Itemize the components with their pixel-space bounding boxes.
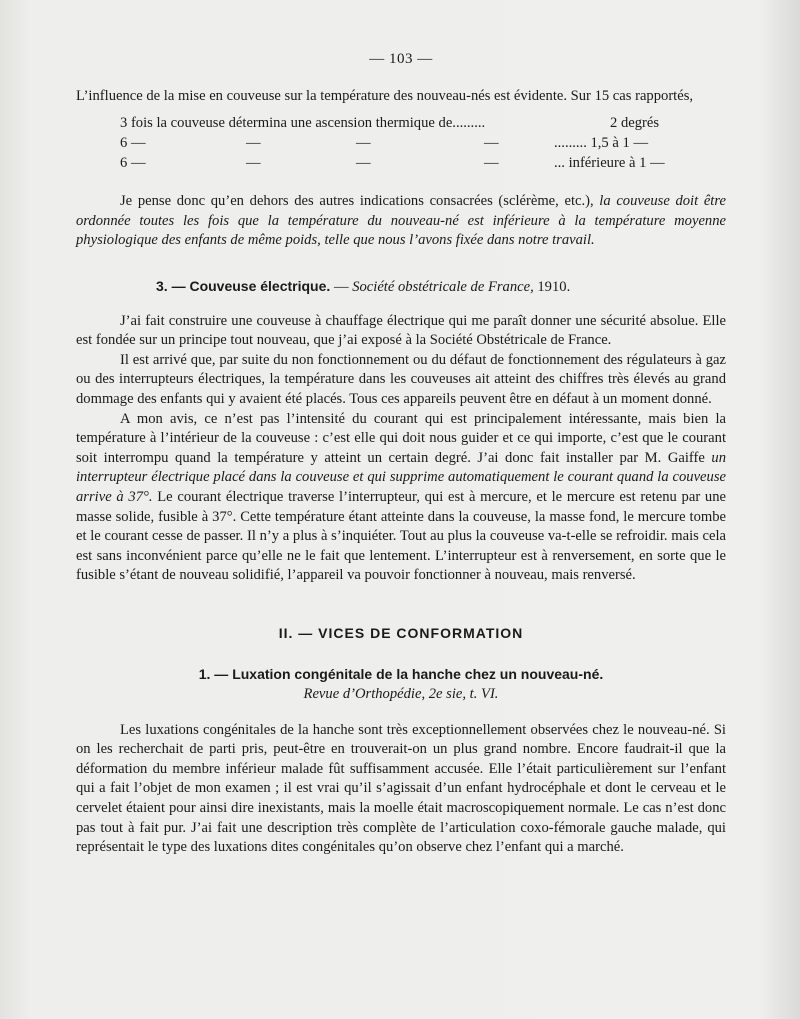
paragraph-2: Il est arrivé que, par suite du non fonctionnement ou du défaut de fonctionnement des régulateurs à gaz ou des interrupteurs électriques, la température dans les couveuses ait atteint des chiffres très élevés au grand dommage des enfants qui y avaient été placés. Tous ces appareils peuvent être en défaut à un moment donné. (76, 351, 726, 407)
section-3-heading (156, 277, 726, 298)
spacer (76, 705, 726, 721)
stat-row-2-count: 6 — (120, 135, 146, 152)
section-1-heading (76, 665, 726, 704)
section-1-title: 1. — Luxation congénitale de la hanche chez un nouveau-né. (198, 666, 604, 683)
section-3-title: 3. — Couveuse électrique. (156, 277, 331, 294)
section-3-year: 1910. (533, 278, 571, 295)
stat-row-2 (120, 134, 726, 154)
stat-row-1-value: 2 degrés (610, 115, 660, 132)
conclusion-emphasis: la couveuse doit être ordonnée toutes les fois que la température du nouveau-né est inférieure à la température moyenne physiologique des enfants de même poids, telle que nous l’avons fixée dans notre travail. (76, 193, 726, 249)
stat-row-1 (120, 114, 726, 134)
conclusion-paragraph (76, 192, 726, 251)
stat-row-1-text: 3 fois la couveuse détermina une ascension thermique de......... (120, 115, 486, 132)
stat-row-2-ditto-1: — (246, 135, 261, 152)
stats-block (76, 114, 726, 174)
section-3-separator: — (330, 278, 353, 295)
stat-row-3-value: ... inférieure à 1 — (554, 155, 665, 172)
intro-paragraph: L’influence de la mise en couveuse sur la température des nouveau-nés est évidente. Sur 15 cas rapportés, (76, 87, 694, 104)
stat-row-3-ditto-1: — (246, 155, 261, 172)
page-number: — 103 — (369, 51, 433, 67)
paragraph-4: Les luxations congénitales de la hanche sont très exceptionnellement observées chez le nouveau-né. Si on les recherchait de parti pris, peut-être en trouverait-on un plus grand nombre. Encore faudrait-il que la déformation du membre inférieur malade fût suffisamment accusée. Elle l’était particulièrement sur l’enfant qui a fait l’objet de mon examen ; il est vrai qu’il s’agissait d’un enfant hydrocéphale et dont le cerveau et le cervelet étaient pour ainsi dire inexistants, mais la moelle était macroscopiquement normale. Le cas n’est donc pas tout à fait pur. J’ai fait une description très complète de l’articulation coxo-fémorale gauche malade, qui représentait le type des luxations dites congénitales qu’on observe chez l’enfant qui a marché. (76, 721, 726, 856)
section-3-source: Société obstétricale de France, (352, 278, 534, 295)
stat-row-3-ditto-3: — (484, 155, 499, 172)
part-2-title: II. — VICES DE CONFORMATION (278, 624, 524, 641)
stat-row-3 (120, 154, 726, 174)
stat-row-3-count: 6 — (120, 155, 146, 172)
stat-row-3-ditto-2: — (356, 155, 371, 172)
stat-row-2-value: ......... 1,5 à 1 — (554, 135, 649, 152)
paragraph-3-part-2: Le courant électrique traverse l’interrupteur, qui est à mercure, et le mercure est retenu par une masse solide, fusible à 37°. Cette température étant atteinte dans la couveuse, la masse fond, le mercure tombe et le courant cesse de passer. Il n’y a plus à s’inquiéter. Tout au plus la couveuse va-t-elle se refroidir. mais cela est sans inconvénient parce qu’elle ne le fait que lentement. L’interrupteur est à renversement, en sorte que le fusible s’étant de nouveau solidifié, l’appareil va pouvoir fonctionner à nouveau, mais renversé. (76, 488, 726, 584)
paragraph-1: J’ai fait construire une couveuse à chauffage électrique qui me paraît donner une sécurité absolue. Elle est fondée sur un principe tout nouveau, que j’ai exposé à la Société Obstétricale de France. (76, 312, 726, 349)
page-content (76, 50, 726, 858)
stat-row-2-ditto-2: — (356, 135, 371, 152)
paragraph-3 (76, 410, 726, 586)
stat-row-2-ditto-3: — (484, 135, 499, 152)
section-1-source: Revue d’Orthopédie, 2e sie, t. VI. (303, 686, 499, 703)
paragraph-3-emphasis: un interrupteur électrique placé dans la couveuse et qui supprime automatiquement le courant quand la couveuse arrive à 37°. (76, 449, 726, 505)
paragraph-3-part-1: A mon avis, ce n’est pas l’intensité du courant qui est principalement intéressante, mais bien la température à l’intérieur de la couveuse : c’est elle qui doit nous guider et ce qui importe, c’est que le courant soit interrompu quand la température y atteint un certain degré. J’ai donc fait installer par M. Gaiffe (76, 410, 726, 466)
conclusion-text: Je pense donc qu’en dehors des autres indications consacrées (sclérème, etc.), (120, 193, 600, 210)
